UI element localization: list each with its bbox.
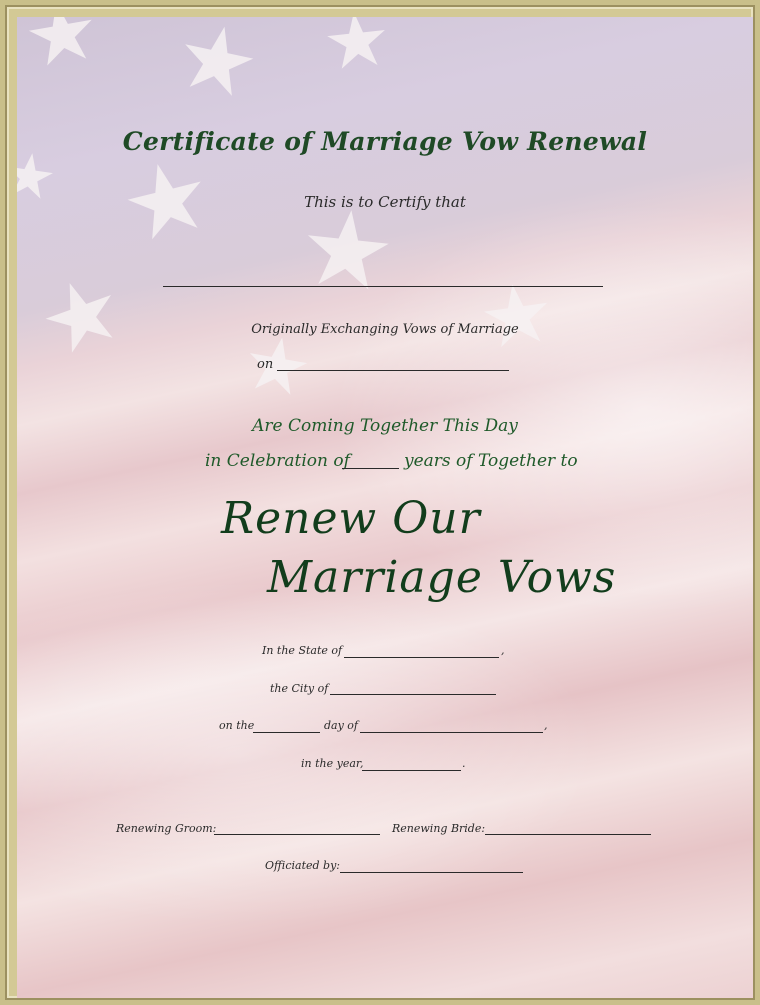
- coming-together-text: Are Coming Together This Day: [252, 416, 518, 436]
- groom-label: Renewing Groom:: [116, 822, 217, 835]
- city-label: the City of: [270, 682, 329, 695]
- officiant-signature-line[interactable]: [340, 872, 523, 873]
- renew-our-heading: Renew Our: [221, 493, 481, 544]
- couple-names-line[interactable]: [163, 286, 603, 287]
- bride-label: Renewing Bride:: [392, 822, 486, 835]
- celebration-suffix: years of Together to: [404, 451, 578, 471]
- on-the-label: on the: [219, 719, 255, 732]
- originally-exchanging-text: Originally Exchanging Vows of Marriage: [251, 322, 519, 337]
- years-line[interactable]: [342, 468, 399, 469]
- day-comma: ,: [544, 719, 548, 732]
- year-period: .: [462, 757, 466, 770]
- certify-text: This is to Certify that: [304, 193, 466, 211]
- celebration-prefix: in Celebration of: [205, 451, 350, 471]
- day-line[interactable]: [253, 732, 320, 733]
- year-line[interactable]: [362, 770, 461, 771]
- marriage-vows-heading: Marriage Vows: [267, 552, 617, 603]
- certificate-paper: [17, 17, 753, 998]
- officiated-label: Officiated by:: [265, 859, 340, 872]
- state-label: In the State of: [262, 644, 343, 657]
- state-comma: ,: [501, 644, 505, 657]
- year-label: in the year,: [301, 757, 364, 770]
- groom-signature-line[interactable]: [214, 834, 380, 835]
- city-line[interactable]: [330, 694, 496, 695]
- original-date-line[interactable]: [277, 370, 509, 371]
- flag-stars-background: [17, 17, 753, 437]
- month-line[interactable]: [360, 732, 543, 733]
- certificate-title: Certificate of Marriage Vow Renewal: [122, 127, 648, 156]
- bride-signature-line[interactable]: [485, 834, 651, 835]
- day-of-label: day of: [324, 719, 359, 732]
- state-line[interactable]: [344, 657, 499, 658]
- on-label: on: [257, 357, 274, 372]
